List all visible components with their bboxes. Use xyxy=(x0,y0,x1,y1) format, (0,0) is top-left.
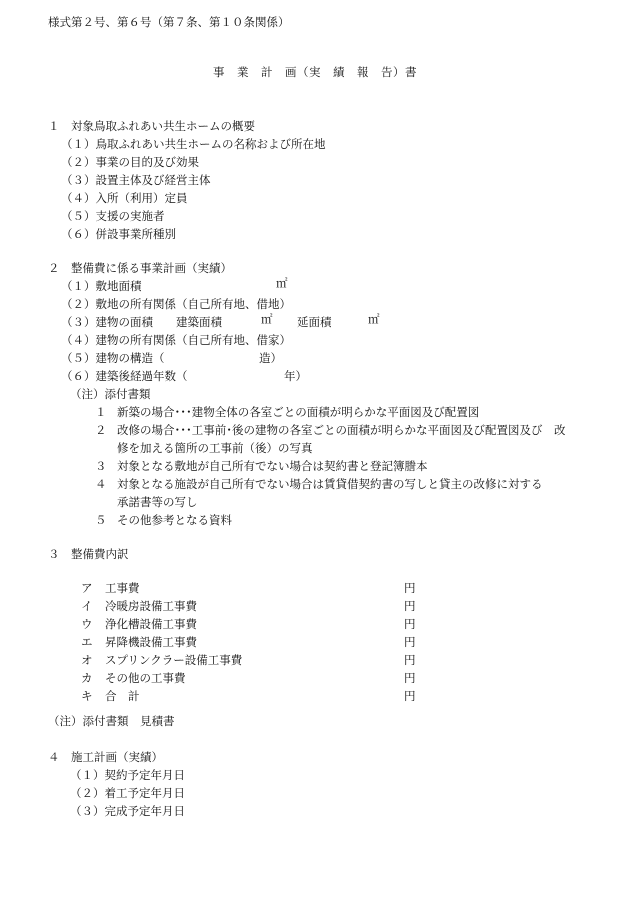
building-structure-label: （５）建物の構造（ xyxy=(61,351,165,365)
attachment-text-continued: 修を加える箇所の工事前（後）の写真 xyxy=(117,441,313,455)
floor-area-label: 延面積 xyxy=(297,315,332,329)
section-1-item: （４）入所（利用）定員 xyxy=(61,191,188,205)
attachment-text-continued: 承諾書等の写し xyxy=(117,495,198,509)
floor-area-unit: ㎡ xyxy=(368,312,380,326)
attachment-number: ５ xyxy=(95,513,107,527)
cost-row xyxy=(0,619,630,635)
cost-row-unit: 円 xyxy=(404,617,416,631)
cost-row xyxy=(0,637,630,653)
cost-row-total xyxy=(0,691,630,707)
cost-row-unit: 円 xyxy=(404,635,416,649)
attachment-text: 新築の場合･･･建物全体の各室ごとの面積が明らかな平面図及び配置図 xyxy=(117,405,480,419)
cost-row-name: 冷暖房設備工事費 xyxy=(105,599,197,613)
cost-row-unit: 円 xyxy=(404,599,416,613)
section-1-item: （５）支援の実施者 xyxy=(61,209,165,223)
cost-row-label: オ xyxy=(81,653,93,667)
attachment-text: 対象となる施設が自己所有でない場合は賃貸借契約書の写しと貸主の改修に対する xyxy=(117,477,543,491)
building-area-label: （３）建物の面積 xyxy=(61,315,153,329)
attachment-text: 改修の場合･･･工事前･後の建物の各室ごとの面積が明らかな平面図及び配置図及び 改 xyxy=(117,423,566,437)
building-structure-suffix: 造） xyxy=(259,351,282,365)
section-4-heading: ４ 施工計画（実績） xyxy=(48,750,163,764)
building-age-label: （６）建築後経過年数（ xyxy=(61,369,188,383)
cost-row xyxy=(0,601,630,617)
cost-row-name: その他の工事費 xyxy=(105,671,186,685)
section-1-item: （１）鳥取ふれあい共生ホームの名称および所在地 xyxy=(61,137,326,151)
cost-row-label: キ xyxy=(81,689,93,703)
section-2-heading: ２ 整備費に係る事業計画（実績） xyxy=(48,261,232,275)
section-1-heading: １ 対象鳥取ふれあい共生ホームの概要 xyxy=(48,119,255,133)
building-footprint-label: 建築面積 xyxy=(176,315,222,329)
cost-row-name: 工事費 xyxy=(105,581,140,595)
cost-row xyxy=(0,673,630,689)
cost-row-unit: 円 xyxy=(404,581,416,595)
form-number-header: 様式第２号、第６号（第７条、第１０条関係） xyxy=(48,15,290,29)
section-1-item: （２）事業の目的及び効果 xyxy=(61,155,199,169)
attachment-number: ４ xyxy=(95,477,107,491)
site-area-label: （１）敷地面積 xyxy=(61,279,142,293)
cost-row-name: スプリンクラー設備工事費 xyxy=(105,653,243,667)
cost-row-label: エ xyxy=(81,635,93,649)
attachment-number: ３ xyxy=(95,459,107,473)
cost-row-name: 昇降機設備工事費 xyxy=(105,635,197,649)
attachment-text: 対象となる敷地が自己所有でない場合は契約書と登記簿謄本 xyxy=(117,459,428,473)
cost-row-label: ア xyxy=(81,581,93,595)
building-age-suffix: 年） xyxy=(284,369,307,383)
attachment-number: １ xyxy=(95,405,107,419)
building-footprint-unit: ㎡ xyxy=(261,312,273,326)
attachment-text: その他参考となる資料 xyxy=(117,513,232,527)
document-title xyxy=(0,67,630,79)
cost-row-unit: 円 xyxy=(404,689,416,703)
attachment-number: ２ xyxy=(95,423,107,437)
section-4-item: （２）着工予定年月日 xyxy=(70,786,185,800)
section-1-item: （６）併設事業所種別 xyxy=(61,227,176,241)
cost-row-unit: 円 xyxy=(404,653,416,667)
cost-row xyxy=(0,655,630,671)
cost-row xyxy=(0,583,630,599)
building-ownership: （４）建物の所有関係（自己所有地、借家） xyxy=(61,333,291,347)
site-area-unit: ㎡ xyxy=(276,276,288,290)
estimate-note: （注）添付書類 見積書 xyxy=(48,714,175,728)
section-4-item: （３）完成予定年月日 xyxy=(70,804,185,818)
section-1-item: （３）設置主体及び経営主体 xyxy=(61,173,211,187)
document-title-text: 事 業 計 画（実 績 報 告）書 xyxy=(213,65,417,79)
cost-row-name: 浄化槽設備工事費 xyxy=(105,617,197,631)
site-ownership: （２）敷地の所有関係（自己所有地、借地） xyxy=(61,297,291,311)
section-4-item: （１）契約予定年月日 xyxy=(70,768,185,782)
cost-row-label: カ xyxy=(81,671,93,685)
section-3-heading: ３ 整備費内訳 xyxy=(48,547,129,561)
attachments-note-heading: （注）添付書類 xyxy=(70,387,151,401)
cost-row-label: イ xyxy=(81,599,93,613)
cost-row-unit: 円 xyxy=(404,671,416,685)
cost-row-name: 合 計 xyxy=(105,689,140,703)
cost-row-label: ウ xyxy=(81,617,93,631)
